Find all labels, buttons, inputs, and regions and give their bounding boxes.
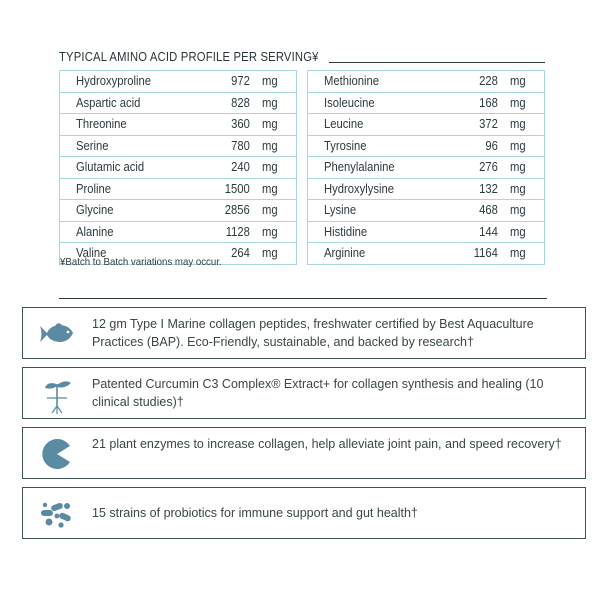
amino-row (307, 242, 545, 265)
amino-value: 132 (479, 181, 498, 196)
amino-unit: mg (262, 246, 278, 260)
amino-row (59, 178, 297, 201)
amino-name: Hydroxylysine (324, 181, 395, 196)
amino-row (307, 70, 545, 93)
amino-unit: mg (262, 181, 278, 196)
feature-text: Patented Curcumin C3 Complex® Extract+ for collagen synthesis and healing (10 clinical studies)† (92, 377, 544, 409)
profile-header (57, 50, 549, 68)
amino-row (59, 113, 297, 136)
amino-name: Glutamic acid (76, 160, 145, 174)
feature-card-enzymes (22, 427, 586, 479)
amino-value: 228 (479, 74, 498, 88)
amino-name: Threonine (76, 117, 127, 131)
amino-unit: mg (262, 95, 278, 110)
amino-value: 360 (231, 117, 250, 131)
amino-value: 1500 (224, 181, 250, 196)
feature-card-probiotics (22, 487, 586, 539)
amino-unit: mg (262, 117, 278, 131)
amino-unit: mg (262, 74, 278, 88)
amino-unit: mg (510, 160, 526, 174)
amino-unit: mg (510, 74, 526, 88)
amino-value: 168 (479, 95, 498, 110)
amino-unit: mg (510, 203, 526, 217)
amino-unit: mg (262, 224, 278, 239)
enzyme-pacman-icon (37, 438, 77, 470)
amino-name: Alanine (76, 224, 114, 239)
amino-value: 264 (231, 246, 250, 260)
feature-card-curcumin (22, 367, 586, 419)
amino-value: 96 (485, 138, 498, 153)
feature-text: 21 plant enzymes to increase collagen, help alleviate joint pain, and speed recovery† (92, 437, 562, 451)
amino-value: 828 (231, 95, 250, 110)
amino-name: Valine (76, 246, 107, 260)
probiotics-icon (37, 498, 77, 530)
amino-name: Glycine (76, 203, 114, 217)
profile-title: TYPICAL AMINO ACID PROFILE PER SERVING¥ (59, 50, 319, 64)
amino-row (307, 221, 545, 244)
amino-name: Methionine (324, 74, 380, 88)
amino-row (307, 178, 545, 201)
amino-unit: mg (510, 95, 526, 110)
amino-value: 144 (479, 224, 498, 239)
amino-value: 780 (231, 138, 250, 153)
amino-column-left (59, 70, 297, 264)
amino-name: Arginine (324, 246, 366, 260)
amino-row (307, 156, 545, 179)
amino-name: Isoleucine (324, 95, 375, 110)
amino-row (307, 199, 545, 222)
amino-row (59, 70, 297, 93)
amino-value: 2856 (224, 203, 250, 217)
amino-name: Phenylalanine (324, 160, 395, 174)
amino-unit: mg (510, 224, 526, 239)
batch-footnote: ¥Batch to Batch variations may occur. (60, 256, 222, 268)
amino-unit: mg (262, 203, 278, 217)
feature-text: 12 gm Type I Marine collagen peptides, freshwater certified by Best Aquaculture Practices (BAP). Eco-Friendly, sustainable, and backed by research† (92, 317, 534, 349)
amino-name: Proline (76, 181, 112, 196)
amino-unit: mg (510, 181, 526, 196)
feature-text: 15 strains of probiotics for immune support and gut health† (92, 506, 418, 520)
amino-unit: mg (510, 138, 526, 153)
amino-column-right (307, 70, 545, 264)
amino-row (307, 92, 545, 115)
amino-row (307, 135, 545, 158)
amino-value: 1128 (225, 224, 250, 239)
amino-value: 240 (231, 160, 250, 174)
feature-card-collagen (22, 307, 586, 359)
amino-row (59, 135, 297, 158)
amino-row (59, 156, 297, 179)
amino-value: 1164 (473, 246, 498, 260)
amino-name: Leucine (324, 117, 364, 131)
amino-name: Serine (76, 138, 109, 153)
amino-value: 372 (479, 117, 498, 131)
feature-list (22, 307, 586, 547)
plant-sprout-icon (37, 378, 77, 410)
amino-row (59, 92, 297, 115)
amino-value: 276 (479, 160, 498, 174)
amino-row (307, 113, 545, 136)
amino-acid-profile (57, 50, 549, 260)
amino-value: 972 (231, 74, 250, 88)
amino-name: Aspartic acid (76, 95, 141, 110)
amino-unit: mg (262, 160, 278, 174)
amino-unit: mg (510, 246, 526, 260)
title-divider (329, 62, 545, 63)
amino-name: Hydroxyproline (76, 74, 152, 88)
amino-name: Lysine (324, 203, 357, 217)
amino-row (59, 221, 297, 244)
amino-row (59, 199, 297, 222)
amino-unit: mg (262, 138, 278, 153)
amino-name: Histidine (324, 224, 368, 239)
fish-icon (37, 318, 77, 350)
amino-unit: mg (510, 117, 526, 131)
amino-name: Tyrosine (324, 138, 367, 153)
amino-value: 468 (479, 203, 498, 217)
